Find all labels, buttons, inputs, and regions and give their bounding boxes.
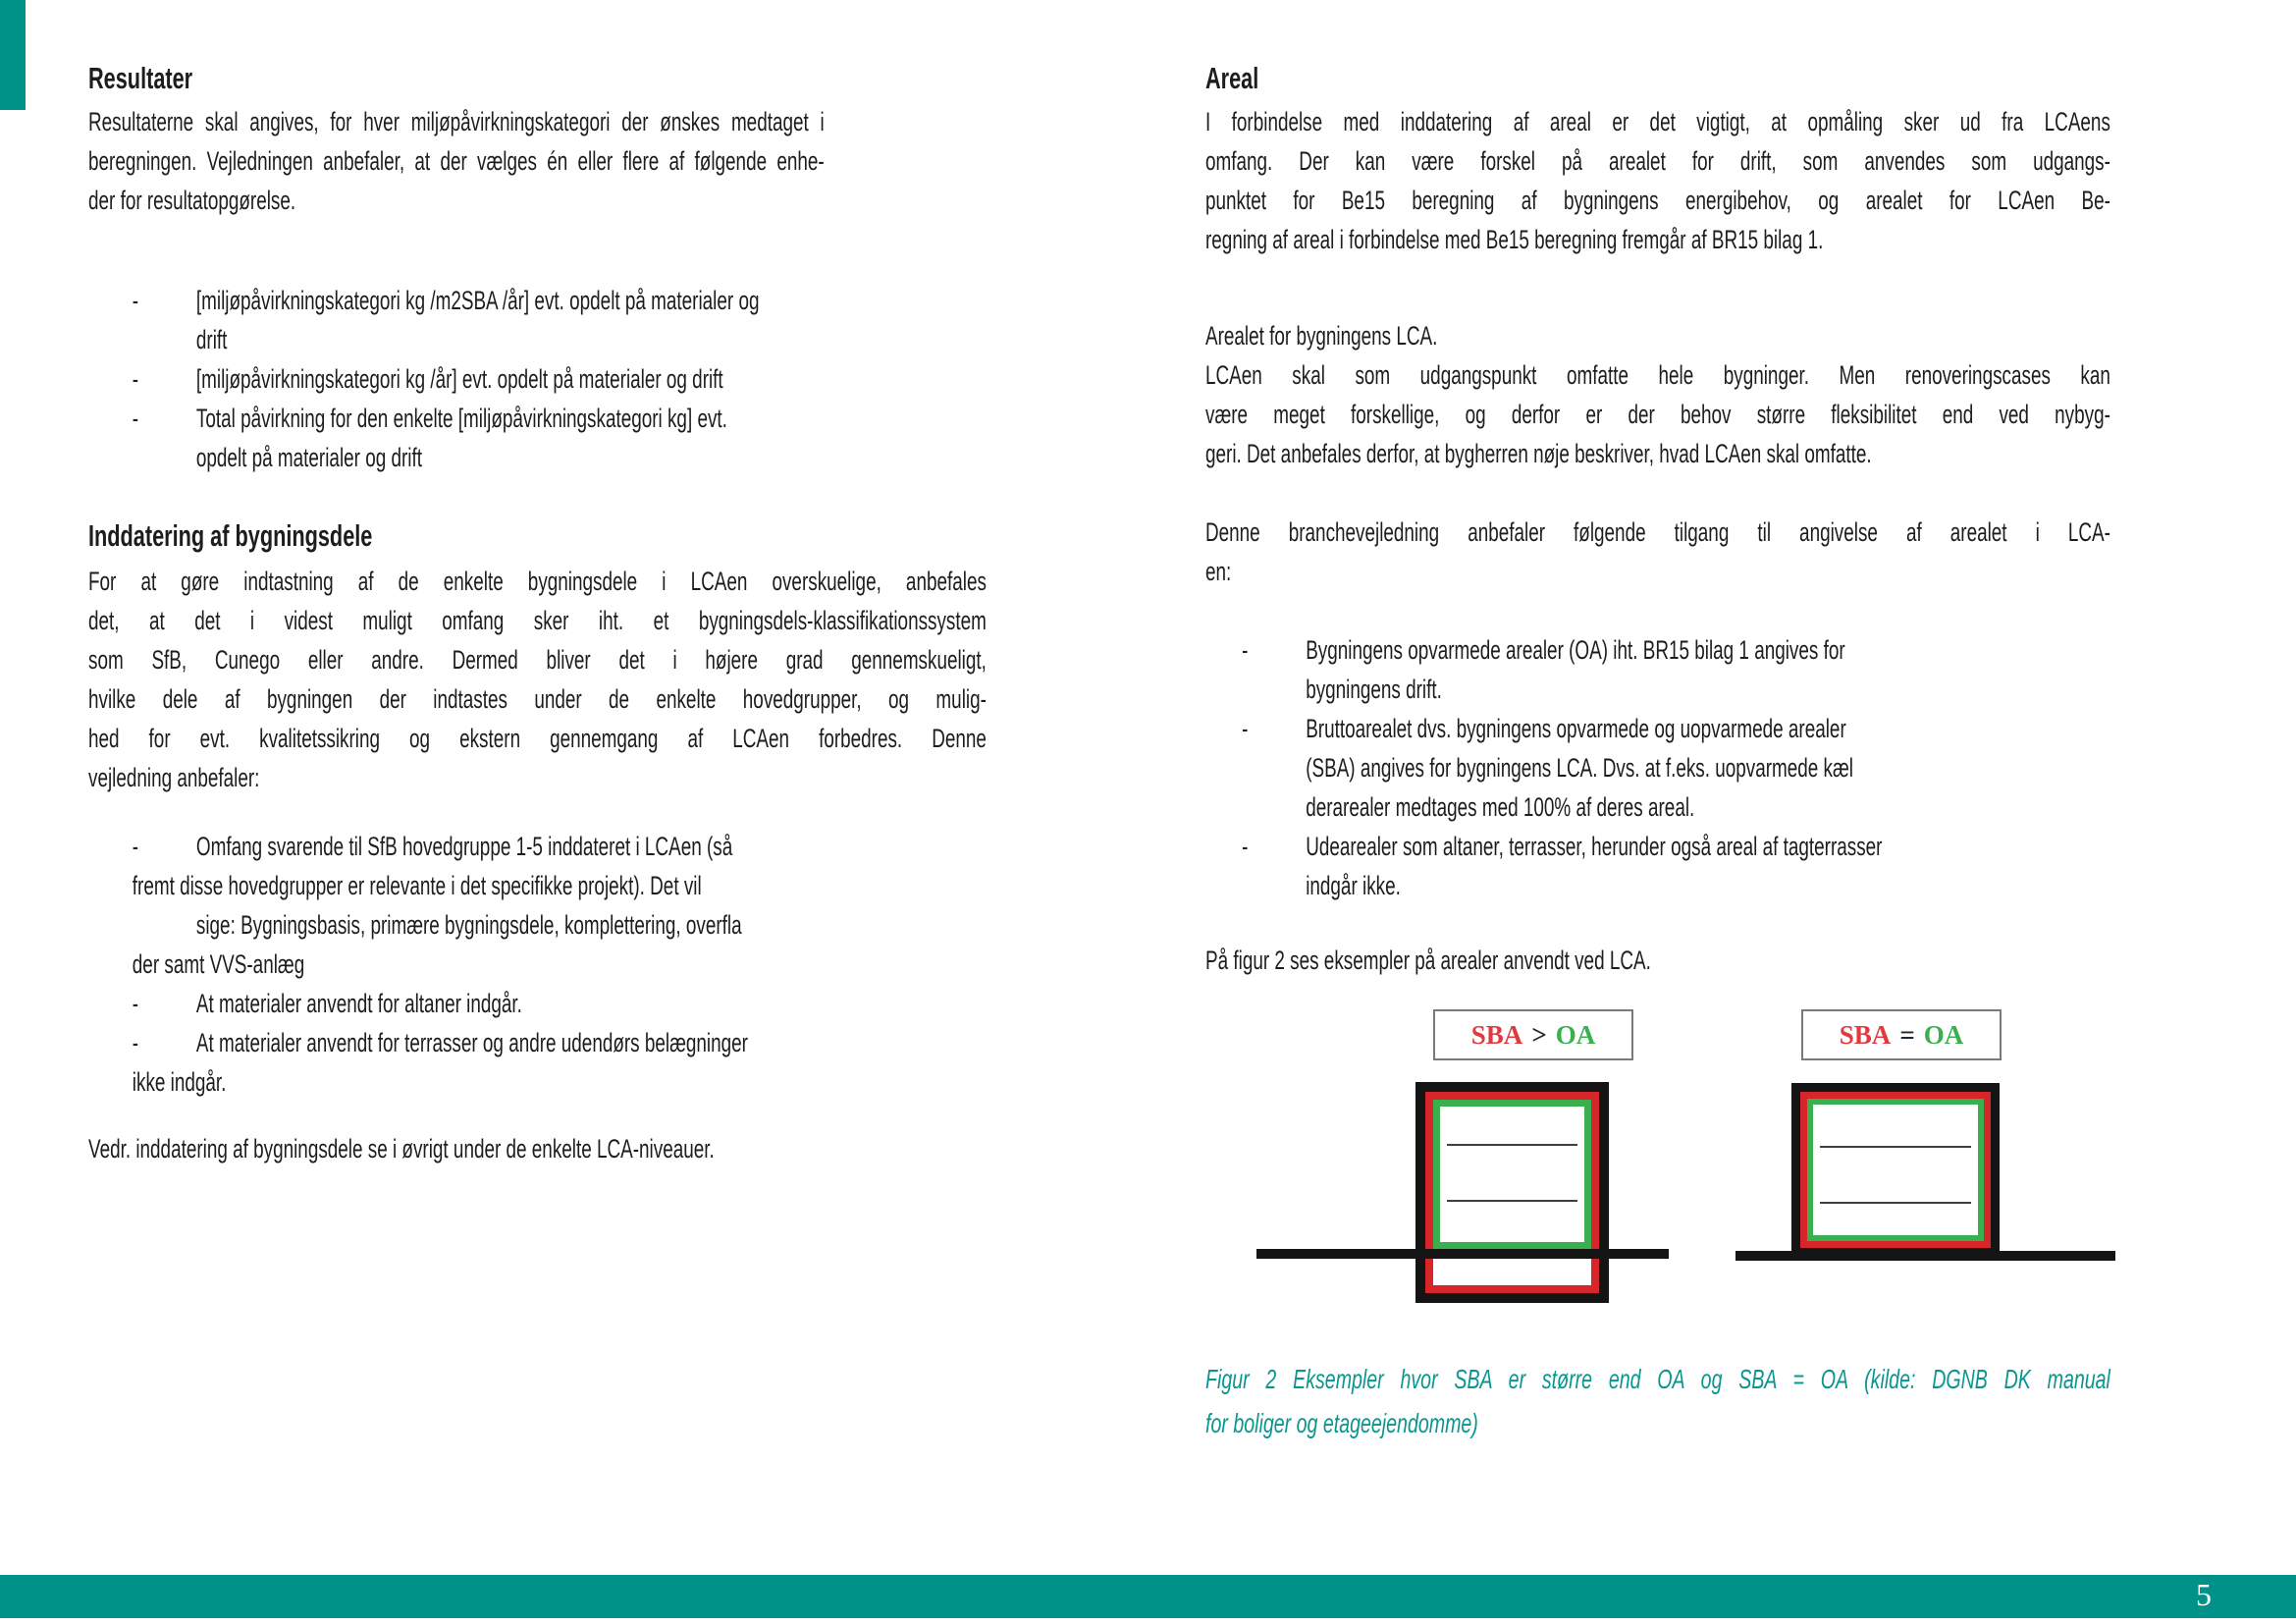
paragraph-inddatering: [88, 562, 987, 797]
figure-building-on-grade: [1791, 1083, 2000, 1257]
text-line: [1205, 355, 2110, 395]
text-line: [1205, 670, 2110, 709]
paragraph-figur-intro: [1205, 941, 2110, 980]
footer-bar: [0, 1575, 2296, 1618]
text-line: [1205, 787, 2110, 827]
label-sba: SBA: [1470, 1019, 1523, 1050]
text-line: [1205, 1401, 2110, 1445]
text-run: som SfB, Cunego eller andre. Dermed bliver det i højere grad gennemskueligt,: [88, 645, 987, 675]
label-sba: SBA: [1839, 1019, 1892, 1050]
text-run: hed for evt. kvalitetssikring og ekstern gennemgang af LCAen forbedres. Denne: [88, 724, 987, 753]
text-run: Udearealer som altaner, terrasser, herunder også areal af tagterrasser: [1306, 832, 1883, 861]
sba-outline: [1800, 1092, 1991, 1248]
text-line: [88, 562, 987, 601]
bullet-dash: -: [132, 404, 139, 433]
text-run: Arealet for bygningens LCA.: [1205, 321, 1438, 351]
text-line: [88, 102, 825, 141]
text-line: [88, 1129, 987, 1168]
text-line: [1205, 434, 2110, 473]
bullet-dash: -: [1242, 832, 1249, 861]
text-run: (SBA) angives for bygningens LCA. Dvs. at f.eks. uopvarmede kæl: [1306, 753, 1854, 783]
text-line: [88, 679, 987, 719]
text-line: [88, 1062, 987, 1102]
text-line: [1205, 395, 2110, 434]
text-line: [88, 827, 987, 866]
text-line: [88, 1023, 987, 1062]
text-run: for boliger og etageejendomme): [1205, 1408, 1478, 1438]
text-line: [88, 905, 987, 945]
bullet-dash: -: [1242, 635, 1249, 665]
text-run: Figur 2 Eksempler hvor SBA er større end OA og SBA = OA (kilde: DGNB DK manual: [1205, 1364, 2110, 1394]
heading-inddatering-af-bygningsdele: Inddatering af bygningsdele: [88, 518, 373, 553]
oa-outline: [1433, 1100, 1591, 1249]
text-run: [miljøpåvirkningskategori kg /m2SBA /år] evt. opdelt på materialer og: [195, 286, 760, 315]
figure-caption: [1205, 1357, 2110, 1445]
sba-outline: [1425, 1092, 1599, 1293]
text-line: [88, 141, 825, 181]
floor-line: [1820, 1202, 1971, 1204]
label-oa: OA: [1923, 1019, 1964, 1050]
text-run: regning af areal i forbindelse med Be15 beregning fremgår af BR15 bilag 1.: [1205, 225, 1824, 254]
text-run: beregningen. Vejledningen anbefaler, at der vælges én eller flere af følgende enhe-: [88, 146, 825, 176]
text-run: På figur 2 ses eksempler på arealer anvendt ved LCA.: [1205, 946, 1651, 975]
text-line: [88, 281, 987, 320]
figure-building-with-basement: [1415, 1082, 1609, 1303]
text-run: en:: [1205, 557, 1232, 586]
text-line: [1205, 513, 2110, 552]
text-run: hvilke dele af bygningen der indtastes under de enkelte hovedgrupper, og mulig-: [88, 684, 987, 714]
text-run: der samt VVS-anlæg: [132, 949, 305, 979]
paragraph-areal-intro: [1205, 102, 2110, 259]
text-line: [88, 758, 987, 797]
ground-line: [1256, 1249, 1669, 1259]
floor-line: [1820, 1146, 1971, 1148]
text-line: [88, 399, 987, 438]
text-line: [1205, 709, 2110, 748]
paragraph-arealet-for-lca: [1205, 316, 2110, 473]
paragraph-resultater: [88, 102, 825, 220]
oa-outline: [1807, 1099, 1984, 1241]
text-run: det, at det i videst muligt omfang sker iht. et bygningsdels-klassifikationssystem: [88, 606, 987, 635]
text-line: [1205, 102, 2110, 141]
bullet-list-resultat-enheder: [88, 281, 987, 477]
text-line: [1205, 220, 2110, 259]
text-line: [88, 601, 987, 640]
text-line: [1205, 941, 2110, 980]
text-run: At materialer anvendt for terrasser og andre udendørs belægninger: [195, 1028, 748, 1057]
heading-areal: Areal: [1205, 61, 1259, 95]
text-line: [1205, 1357, 2110, 1401]
text-run: bygningens drift.: [1306, 675, 1442, 704]
text-run: punktet for Be15 beregning af bygningens energibehov, og arealet for LCAen Be-: [1205, 186, 2110, 215]
text-run: Total påvirkning for den enkelte [miljøpåvirkningskategori kg] evt.: [195, 404, 727, 433]
text-run: sige: Bygningsbasis, primære bygningsdele, komplettering, overfla: [195, 910, 742, 940]
ground-line: [1735, 1251, 2115, 1261]
bullet-dash: -: [132, 1028, 139, 1057]
text-run: Bygningens opvarmede arealer (OA) iht. BR15 bilag 1 angives for: [1306, 635, 1845, 665]
bullet-dash: -: [132, 286, 139, 315]
text-line: [88, 866, 987, 905]
text-line: [1205, 552, 2110, 591]
text-run: I forbindelse med inddatering af areal er det vigtigt, at opmåling sker ud fra LCAens: [1205, 107, 2110, 136]
text-line: [1205, 181, 2110, 220]
text-run: drift: [195, 325, 228, 354]
text-line: [88, 984, 987, 1023]
page-number: 5: [2196, 1577, 2212, 1612]
page-edge-tab: [0, 0, 26, 110]
bullet-dash: -: [132, 364, 139, 394]
text-line: [1205, 748, 2110, 787]
bullet-dash: -: [1242, 714, 1249, 743]
text-line: [1205, 141, 2110, 181]
text-run: Denne branchevejledning anbefaler følgende tilgang til angivelse af arealet i LCA-: [1205, 517, 2110, 547]
text-run: Bruttoarealet dvs. bygningens opvarmede og uopvarmede arealer: [1306, 714, 1846, 743]
text-run: Resultaterne skal angives, for hver miljøpåvirkningskategori der ønskes medtaget i: [88, 107, 825, 136]
text-run: Vedr. inddatering af bygningsdele se i øvrigt under de enkelte LCA-niveauer.: [88, 1134, 715, 1164]
text-run: Omfang svarende til SfB hovedgruppe 1-5 inddateret i LCAen (så: [195, 832, 733, 861]
text-run: At materialer anvendt for altaner indgår.: [195, 989, 522, 1018]
text-run: geri. Det anbefales derfor, at bygherren nøje beskriver, hvad LCAen skal omfatte.: [1205, 439, 1872, 468]
text-run: omfang. Der kan være forskel på arealet for drift, som anvendes som udgangs-: [1205, 146, 2110, 176]
text-line: [1205, 630, 2110, 670]
text-run: opdelt på materialer og drift: [195, 443, 422, 472]
text-line: [88, 719, 987, 758]
heading-resultater: Resultater: [88, 61, 193, 95]
text-run: For at gøre indtastning af de enkelte bygningsdele i LCAen overskuelige, anbefales: [88, 567, 987, 596]
text-run: [miljøpåvirkningskategori kg /år] evt. opdelt på materialer og drift: [195, 364, 723, 394]
text-line: [88, 945, 987, 984]
text-run: fremt disse hovedgrupper er relevante i det specifikke projekt). Det vil: [132, 871, 702, 900]
bullet-list-inddatering: [88, 827, 987, 1102]
text-run: derarealer medtages med 100% af deres areal.: [1306, 792, 1695, 822]
text-run: LCAen skal som udgangspunkt omfatte hele bygninger. Men renoveringscases kan: [1205, 360, 2110, 390]
floor-line: [1447, 1144, 1577, 1146]
text-line: [88, 640, 987, 679]
text-line: [88, 359, 987, 399]
text-line: [88, 438, 987, 477]
label-oa: OA: [1555, 1019, 1596, 1050]
figure-label-sba-eq-oa: [1801, 1009, 2002, 1060]
text-run: være meget forskellige, og derfor er der behov større fleksibilitet end ved nybyg-: [1205, 400, 2110, 429]
text-run: vejledning anbefaler:: [88, 763, 260, 792]
text-run: indgår ikke.: [1306, 871, 1401, 900]
bullet-list-arealer: [1205, 630, 2110, 905]
text-line: [1205, 866, 2110, 905]
text-line: [1205, 316, 2110, 355]
text-run: der for resultatopgørelse.: [88, 186, 296, 215]
floor-line: [1447, 1200, 1577, 1202]
text-line: [88, 320, 987, 359]
figure-label-sba-gt-oa: [1433, 1009, 1633, 1060]
text-line: [88, 181, 825, 220]
paragraph-vedr-inddatering: [88, 1129, 987, 1168]
text-line: [1205, 827, 2110, 866]
label-operator-gt: >: [1531, 1019, 1547, 1050]
text-run: ikke indgår.: [132, 1067, 227, 1097]
bullet-dash: -: [132, 989, 139, 1018]
label-operator-eq: =: [1899, 1019, 1915, 1050]
paragraph-branchevejledning: [1205, 513, 2110, 591]
bullet-dash: -: [132, 832, 139, 861]
